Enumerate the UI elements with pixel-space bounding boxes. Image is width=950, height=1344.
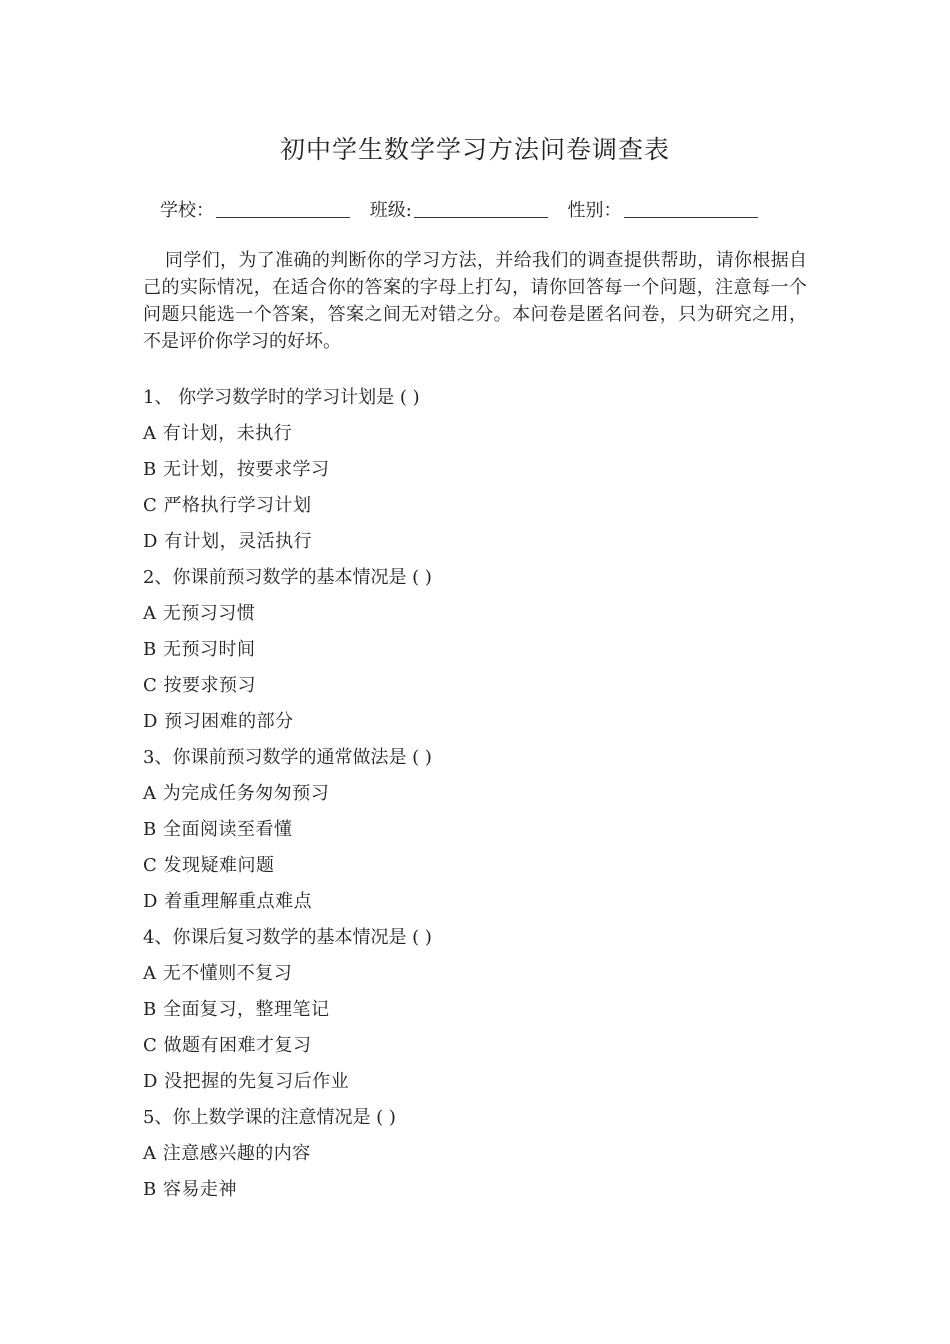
- question-4-option-b[interactable]: B 全面复习，整理笔记: [143, 999, 330, 1020]
- gender-blank[interactable]: [624, 199, 758, 218]
- question-2-option-b[interactable]: B 无预习时间: [143, 639, 256, 660]
- question-5-option-b[interactable]: B 容易走神: [143, 1179, 237, 1200]
- question-2-option-c[interactable]: C 按要求预习: [143, 675, 256, 696]
- question-2-option-a[interactable]: A 无预习习惯: [143, 603, 256, 624]
- page-title: 初中学生数学学习方法问卷调查表: [279, 135, 670, 164]
- question-1: 1、 你学习数学时的学习计划是 ( ): [143, 387, 420, 408]
- question-3-option-b[interactable]: B 全面阅读至看懂: [143, 819, 293, 840]
- gender-field: [568, 198, 758, 224]
- intro-paragraph: 同学们，为了准确的判断你的学习方法，并给我们的调查提供帮助，请你根据自己的实际情况，在适合你的答案的字母上打勾，请你回答每一个问题，注意每一个问题只能选一个答案，答案之间无对错之分。本问卷是匿名问卷，只为研究之用，不是评价你学习的好坏。: [143, 250, 807, 352]
- school-label: 学校：: [160, 200, 214, 221]
- question-1-option-a[interactable]: A 有计划，未执行: [143, 423, 293, 444]
- school-blank[interactable]: [216, 199, 350, 218]
- question-4: 4、你课后复习数学的基本情况是 ( ): [143, 927, 432, 948]
- class-blank[interactable]: [414, 199, 548, 218]
- question-list: [143, 380, 807, 1208]
- question-3-option-c[interactable]: C 发现疑难问题: [143, 855, 275, 876]
- student-info-row: [160, 198, 820, 224]
- question-3-option-a[interactable]: A 为完成任务匆匆预习: [143, 783, 330, 804]
- class-field: [370, 198, 548, 224]
- question-5-option-a[interactable]: A 注意感兴趣的内容: [143, 1143, 311, 1164]
- question-1-option-b[interactable]: B 无计划，按要求学习: [143, 459, 330, 480]
- school-field: [160, 198, 350, 224]
- class-label: 班级:: [369, 200, 412, 221]
- question-3-option-d[interactable]: D 着重理解重点难点: [143, 891, 313, 912]
- question-1-option-c[interactable]: C 严格执行学习计划: [143, 495, 312, 516]
- question-4-option-d[interactable]: D 没把握的先复习后作业: [143, 1071, 350, 1092]
- question-4-option-a[interactable]: A 无不懂则不复习: [143, 963, 293, 984]
- question-3: 3、你课前预习数学的通常做法是 ( ): [143, 747, 432, 768]
- question-2-option-d[interactable]: D 预习困难的部分: [143, 711, 294, 732]
- question-1-option-d[interactable]: D 有计划，灵活执行: [143, 531, 313, 552]
- question-2: 2、你课前预习数学的基本情况是 ( ): [143, 567, 432, 588]
- question-4-option-c[interactable]: C 做题有困难才复习: [143, 1035, 312, 1056]
- question-5: 5、你上数学课的注意情况是 ( ): [143, 1107, 396, 1128]
- gender-label: 性别：: [567, 200, 622, 221]
